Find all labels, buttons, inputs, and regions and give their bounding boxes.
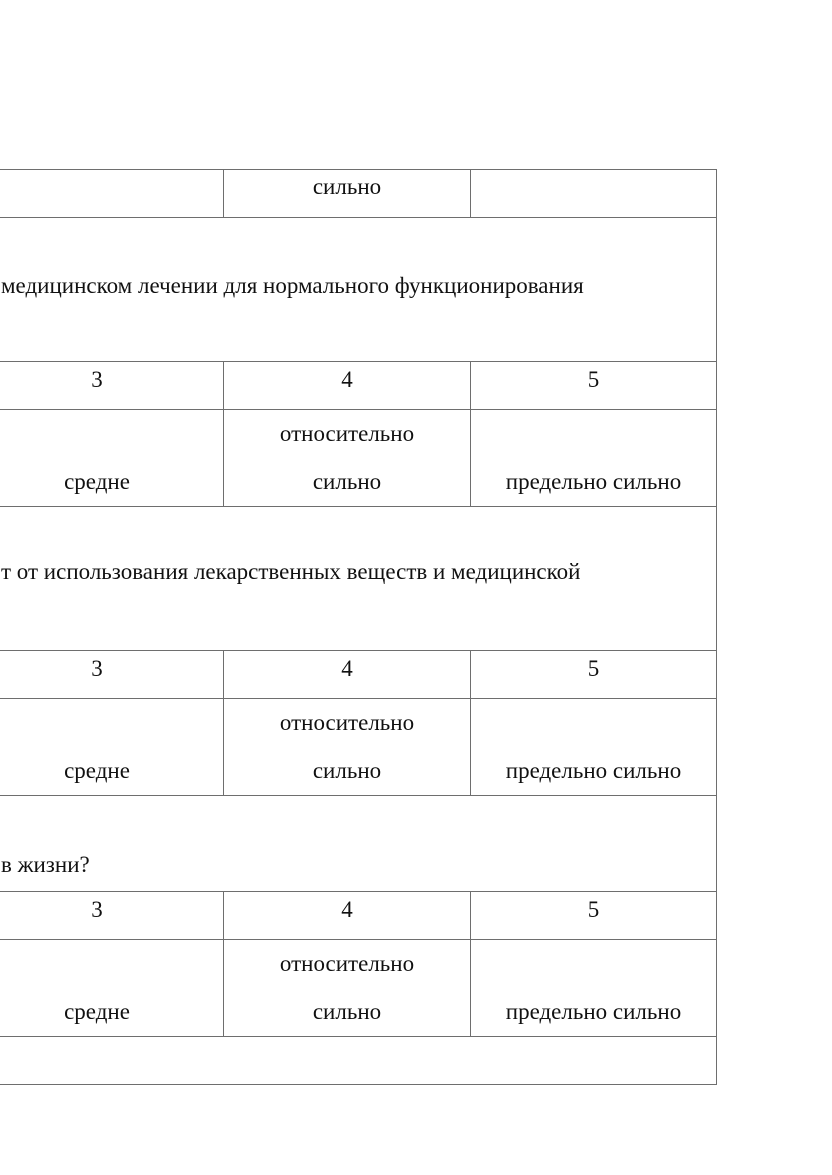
scale-label: средне — [0, 940, 224, 1037]
scale-label: средне — [0, 699, 224, 796]
question-text: в жизни? — [1, 851, 90, 877]
scale-label-line: относительно — [279, 951, 415, 976]
scale-label-line: относительно — [279, 421, 415, 446]
scale-number: 5 — [471, 892, 717, 940]
scale-label: предельно сильно — [471, 940, 717, 1037]
scale-number: 5 — [471, 362, 717, 410]
scale-label — [224, 699, 471, 796]
scale-number: 3 — [0, 892, 224, 940]
question-row — [0, 507, 717, 651]
question-row — [0, 796, 717, 892]
scale-label: предельно сильно — [471, 699, 717, 796]
scale-number: 5 — [471, 651, 717, 699]
scale-number-row — [0, 651, 717, 699]
question-cell — [0, 796, 717, 892]
table-cell — [0, 170, 224, 218]
scale-label — [224, 410, 471, 507]
empty-cell — [0, 1037, 717, 1085]
table-row — [0, 170, 717, 218]
scale-label-row — [0, 699, 717, 796]
scale-number-row — [0, 892, 717, 940]
scale-label: средне — [0, 410, 224, 507]
question-row — [0, 218, 717, 362]
scale-label: предельно сильно — [471, 410, 717, 507]
question-text: т от использования лекарственных веществ и медицинской — [1, 558, 581, 584]
scale-number: 4 — [224, 892, 471, 940]
questionnaire-table — [0, 169, 717, 1085]
scale-label — [224, 940, 471, 1037]
scale-number: 3 — [0, 362, 224, 410]
question-cell — [0, 507, 717, 651]
table-cell — [471, 170, 717, 218]
table-row — [0, 1037, 717, 1085]
question-cell — [0, 218, 717, 362]
scale-number: 4 — [224, 651, 471, 699]
scale-number: 3 — [0, 651, 224, 699]
scale-label-line: сильно — [312, 999, 382, 1024]
scale-number-row — [0, 362, 717, 410]
scale-number: 4 — [224, 362, 471, 410]
scale-label-row — [0, 410, 717, 507]
question-text: медицинском лечении для нормального функционирования — [1, 272, 584, 298]
scale-label-line: сильно — [312, 469, 382, 494]
table-cell: сильно — [224, 170, 471, 218]
scale-label-line: относительно — [279, 710, 415, 735]
scale-label-line: сильно — [312, 758, 382, 783]
scale-label-row — [0, 940, 717, 1037]
